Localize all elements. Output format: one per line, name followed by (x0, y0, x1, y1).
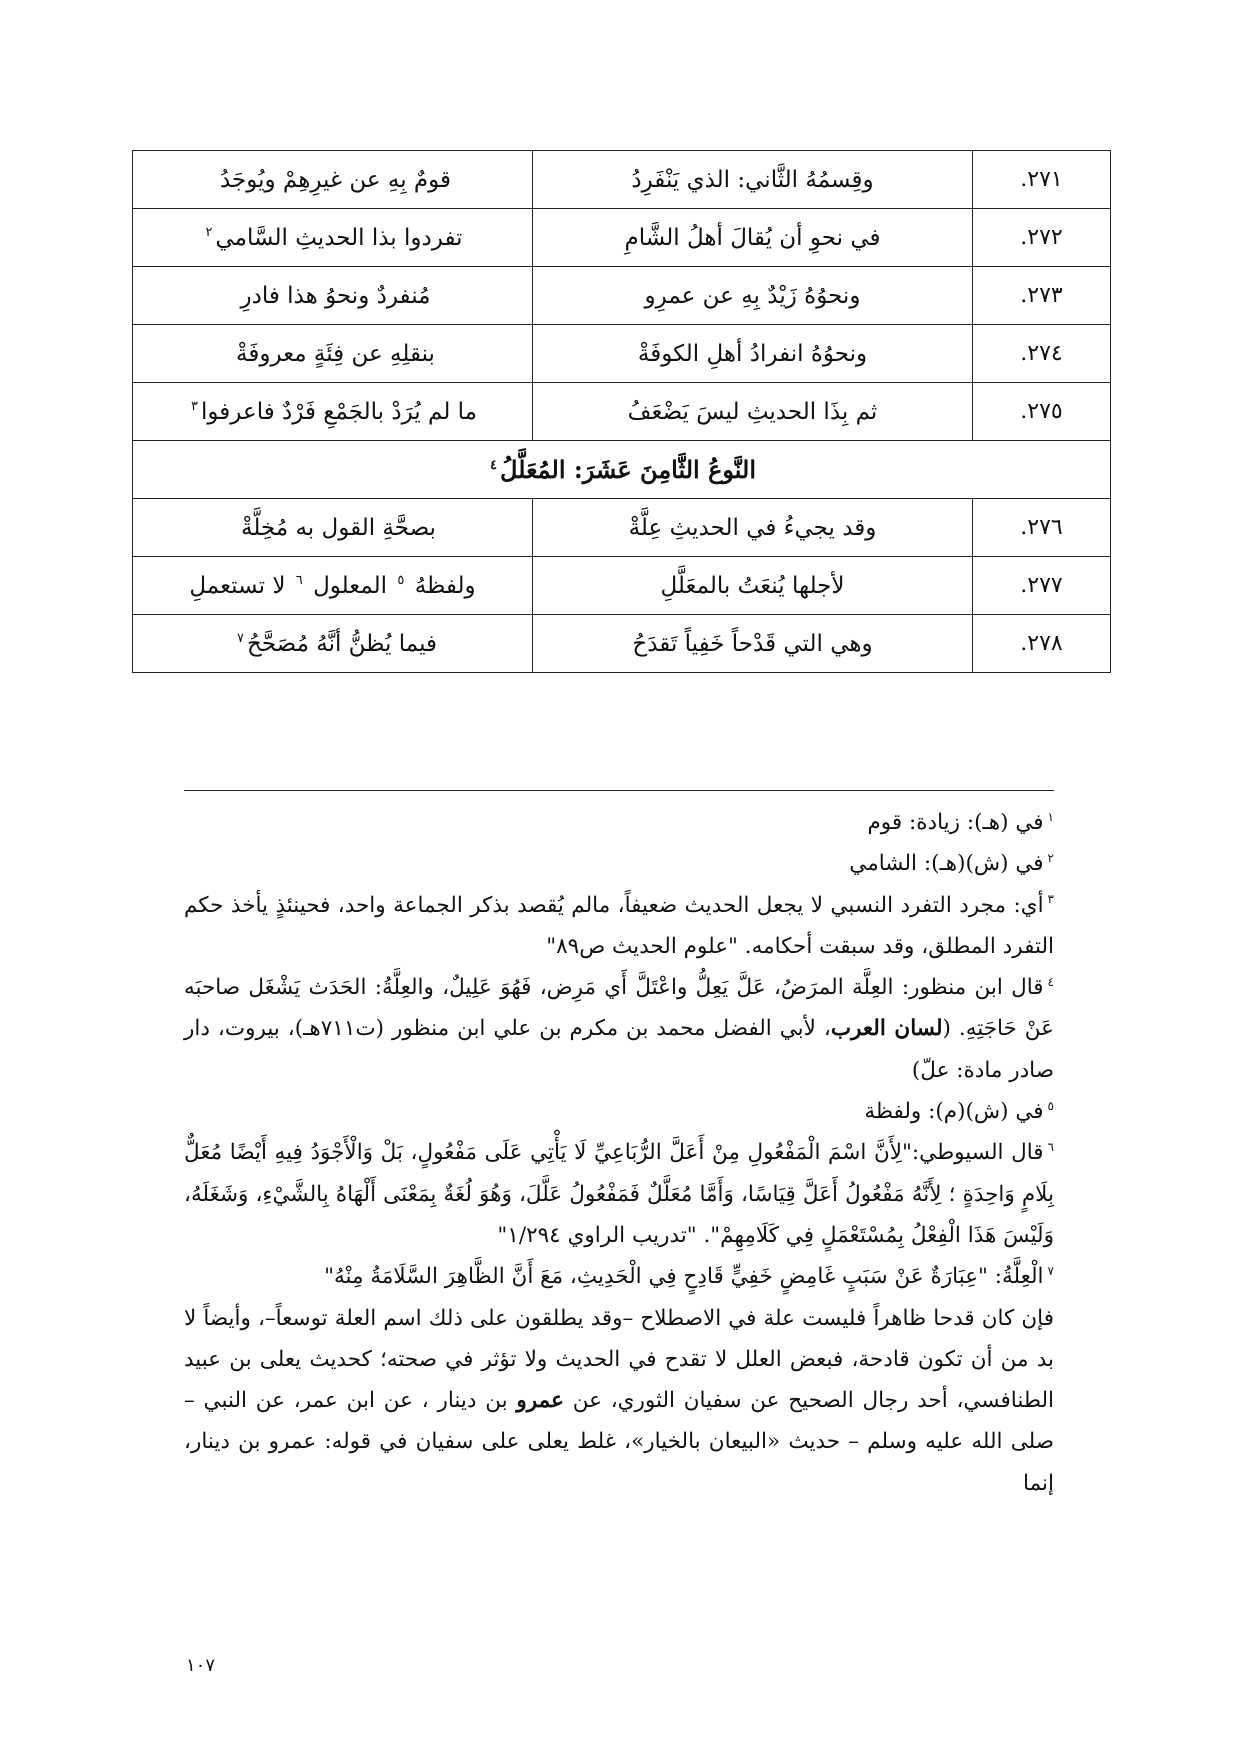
footnote-4 (184, 967, 1054, 1091)
footnote-text: بن دينار ، عن ابن عمر، عن النبي – صلى الله عليه وسلم – حديث «البيعان بالخيار»، غلط يعلى على سفيان في قوله: عمرو بن دينار، إنما (184, 1388, 1054, 1496)
verse-first-hemistich: ثم بِذَا الحديثِ ليسَ يَضْعَفُ (533, 383, 973, 441)
verse-second-text: قومٌ بِهِ عن غيرِهِمْ ويُوجَدُ (219, 166, 452, 193)
verse-row (133, 615, 1111, 673)
verse-row (133, 209, 1111, 267)
verse-second-text: لا تستعملِ (189, 572, 286, 599)
page-number: ١٠٧ (186, 1655, 216, 1676)
footnote-marker: ٧ (236, 630, 244, 646)
source-title: لسان العرب (830, 1016, 943, 1042)
footnote-number: ٦ (1047, 1140, 1054, 1155)
verse-row (133, 383, 1111, 441)
verse-second-text: تفردوا بذا الحديثِ السَّامي (215, 224, 463, 251)
footnote-marker: ٥ (397, 572, 405, 588)
verse-second-hemistich (133, 615, 533, 673)
footnote-number: ٢ (1047, 851, 1054, 866)
footnote-7 (184, 1256, 1054, 1297)
verse-row (133, 151, 1111, 209)
verse-second-text: المعلول (313, 572, 388, 599)
verse-row (133, 325, 1111, 383)
footnote-number: ٥ (1047, 1098, 1054, 1113)
verse-second-hemistich (133, 209, 533, 267)
verse-first-hemistich: في نحوِ أن يُقالَ أهلُ الشَّامِ (533, 209, 973, 267)
footnote-number: ٤ (1047, 975, 1054, 990)
footnote-3 (184, 885, 1054, 968)
verse-second-text: بنقلِهِ عن فِئَةٍ معروفَةْ (236, 340, 435, 367)
footnote-marker: ٢ (205, 224, 213, 240)
footnote-text: قال السيوطي:"لِأَنَّ اسْمَ الْمَفْعُولِ مِنْ أَعَلَّ الرُّبَاعِيِّ لَا يَأْتِي عَلَى مَفْعُولٍ، بَلْ وَالْأَجْوَدُ فِيهِ أَيْضًا مُعَلٌّ بِلَامٍ وَاحِدَةٍ ؛ لِأَنَّهُ مَفْعُولُ أَعَلَّ قِيَاسًا، وَأَمَّا مُعَلَّلٌ فَمَفْعُولُ عَلَّلَ، وَهُوَ لُغَةٌ بِمَعْنَى أَلْهَاهُ بِالشَّيْءِ، وَشَغَلَهُ، وَلَيْسَ هَذَا الْفِعْلُ بِمُسْتَعْمَلٍ فِي كَلَامِهِمْ". "تدريب الراوي ١/٢٩٤" (184, 1140, 1054, 1248)
verse-second-text: ما لم يُرَدْ بالجَمْعِ فَرْدٌ فاعرفوا (201, 398, 477, 425)
footnote-marker: ٦ (295, 572, 303, 588)
section-heading-row (133, 441, 1111, 499)
bold-name: عمرو (516, 1388, 564, 1414)
verse-number: ٢٧٦. (973, 499, 1111, 557)
footnote-text: فإن كان قدحا ظاهراً فليست علة في الاصطلاح –وقد يطلقون على ذلك اسم العلة توسعاً–، وأيضاً لا بد من أن تكون قادحة، فبعض العلل لا تقدح في الحديث ولا تؤثر في صحته؛ كحديث يعلى بن عبيد الطنافسي، أحد رجال الصحيح عن سفيان الثوري، عن (184, 1305, 1054, 1414)
verse-first-hemistich: وقِسمُهُ الثَّاني: الذي يَنْفَرِدُ (533, 151, 973, 209)
verse-second-hemistich (133, 267, 533, 325)
footnote-text: ، لأبي الفضل محمد بن مكرم بن علي ابن منظور (ت٧١١هـ)، بيروت، دار صادر مادة: علّ) (184, 1016, 1054, 1083)
verse-number: ٢٧٧. (973, 557, 1111, 615)
footnote-7-continuation (184, 1298, 1054, 1504)
verse-first-hemistich: وقد يجيءُ في الحديثِ عِلَّةْ (533, 499, 973, 557)
footnote-1 (184, 802, 1054, 843)
verse-second-text: ولفظهُ (414, 572, 476, 599)
verse-second-text: فيما يُظنُّ أنَّهُ مُصَحَّحُ (246, 630, 437, 657)
verse-second-hemistich (133, 383, 533, 441)
footnote-text: في (هـ): زيادة: قوم (867, 810, 1044, 835)
footnote-2 (184, 843, 1054, 884)
verse-second-text: بصحَّةِ القول به مُخِلَّةْ (241, 514, 436, 541)
footnote-text: قال ابن منظور: العِلَّة المرَضُ، عَلَّ يَعِلُّ واعْتَلَّ أَي مَرِض، فَهُوَ عَلِيلٌ، والعِلَّةُ: الحَدَث يَشْغَل صاحبَه عَنْ حَاجَتِهِ. ( (184, 975, 1054, 1042)
verse-second-text: مُنفردٌ ونحوُ هذا فادرِ (240, 282, 431, 309)
verse-number: ٢٧٤. (973, 325, 1111, 383)
verse-second-hemistich (133, 557, 533, 615)
verse-number: ٢٧١. (973, 151, 1111, 209)
verse-second-hemistich (133, 499, 533, 557)
poem-table (132, 150, 1111, 673)
verse-second-hemistich (133, 325, 533, 383)
footnote-number: ٧ (1047, 1264, 1054, 1279)
verse-row (133, 557, 1111, 615)
verse-first-hemistich: ونحوُهُ انفرادُ أهلِ الكوفَةْ (533, 325, 973, 383)
verse-first-hemistich: لأجلها يُنعَتُ بالمعَلَّلِ (533, 557, 973, 615)
footnote-marker: ٣ (191, 398, 199, 414)
footnote-separator (184, 790, 1054, 791)
verse-number: ٢٧٨. (973, 615, 1111, 673)
footnote-marker: ٤ (489, 458, 497, 473)
verse-number: ٢٧٢. (973, 209, 1111, 267)
verse-first-hemistich: ونحوُهُ زَيْدٌ بِهِ عن عمرِو (533, 267, 973, 325)
verse-first-hemistich: وهي التي قَدْحاً خَفِياً تَقدَحُ (533, 615, 973, 673)
section-heading (133, 441, 1111, 499)
verse-row (133, 499, 1111, 557)
footnote-text: أي: مجرد التفرد النسبي لا يجعل الحديث ضعيفاً، مالم يُقصد بذكر الجماعة واحد، فحينئذٍ يأخذ حكم التفرد المطلق، وقد سبقت أحكامه. "علوم الحديث ص٨٩" (184, 892, 1054, 959)
footnote-number: ٣ (1047, 892, 1054, 907)
footnote-text: في (ش)(هـ): الشامي (849, 851, 1044, 877)
verse-number: ٢٧٣. (973, 267, 1111, 325)
footnotes (184, 802, 1054, 1504)
verse-second-hemistich (133, 151, 533, 209)
footnote-6 (184, 1132, 1054, 1256)
verse-row (133, 267, 1111, 325)
verse-number: ٢٧٥. (973, 383, 1111, 441)
footnote-text: في (ش)(م): ولفظة (864, 1099, 1044, 1125)
footnote-number: ١ (1047, 809, 1054, 824)
footnote-5 (184, 1091, 1054, 1132)
section-heading-text: النَّوعُ الثَّامِنَ عَشَرَ: المُعَلَّلُ (499, 455, 757, 484)
footnote-text: الْعِلَّةُ: "عِبَارَةٌ عَنْ سَبَبٍ غَامِضٍ خَفِيٍّ قَادِحٍ فِي الْحَدِيثِ، مَعَ أَنَّ الظَّاهِرَ السَّلَامَةُ مِنْهُ" (324, 1264, 1044, 1290)
